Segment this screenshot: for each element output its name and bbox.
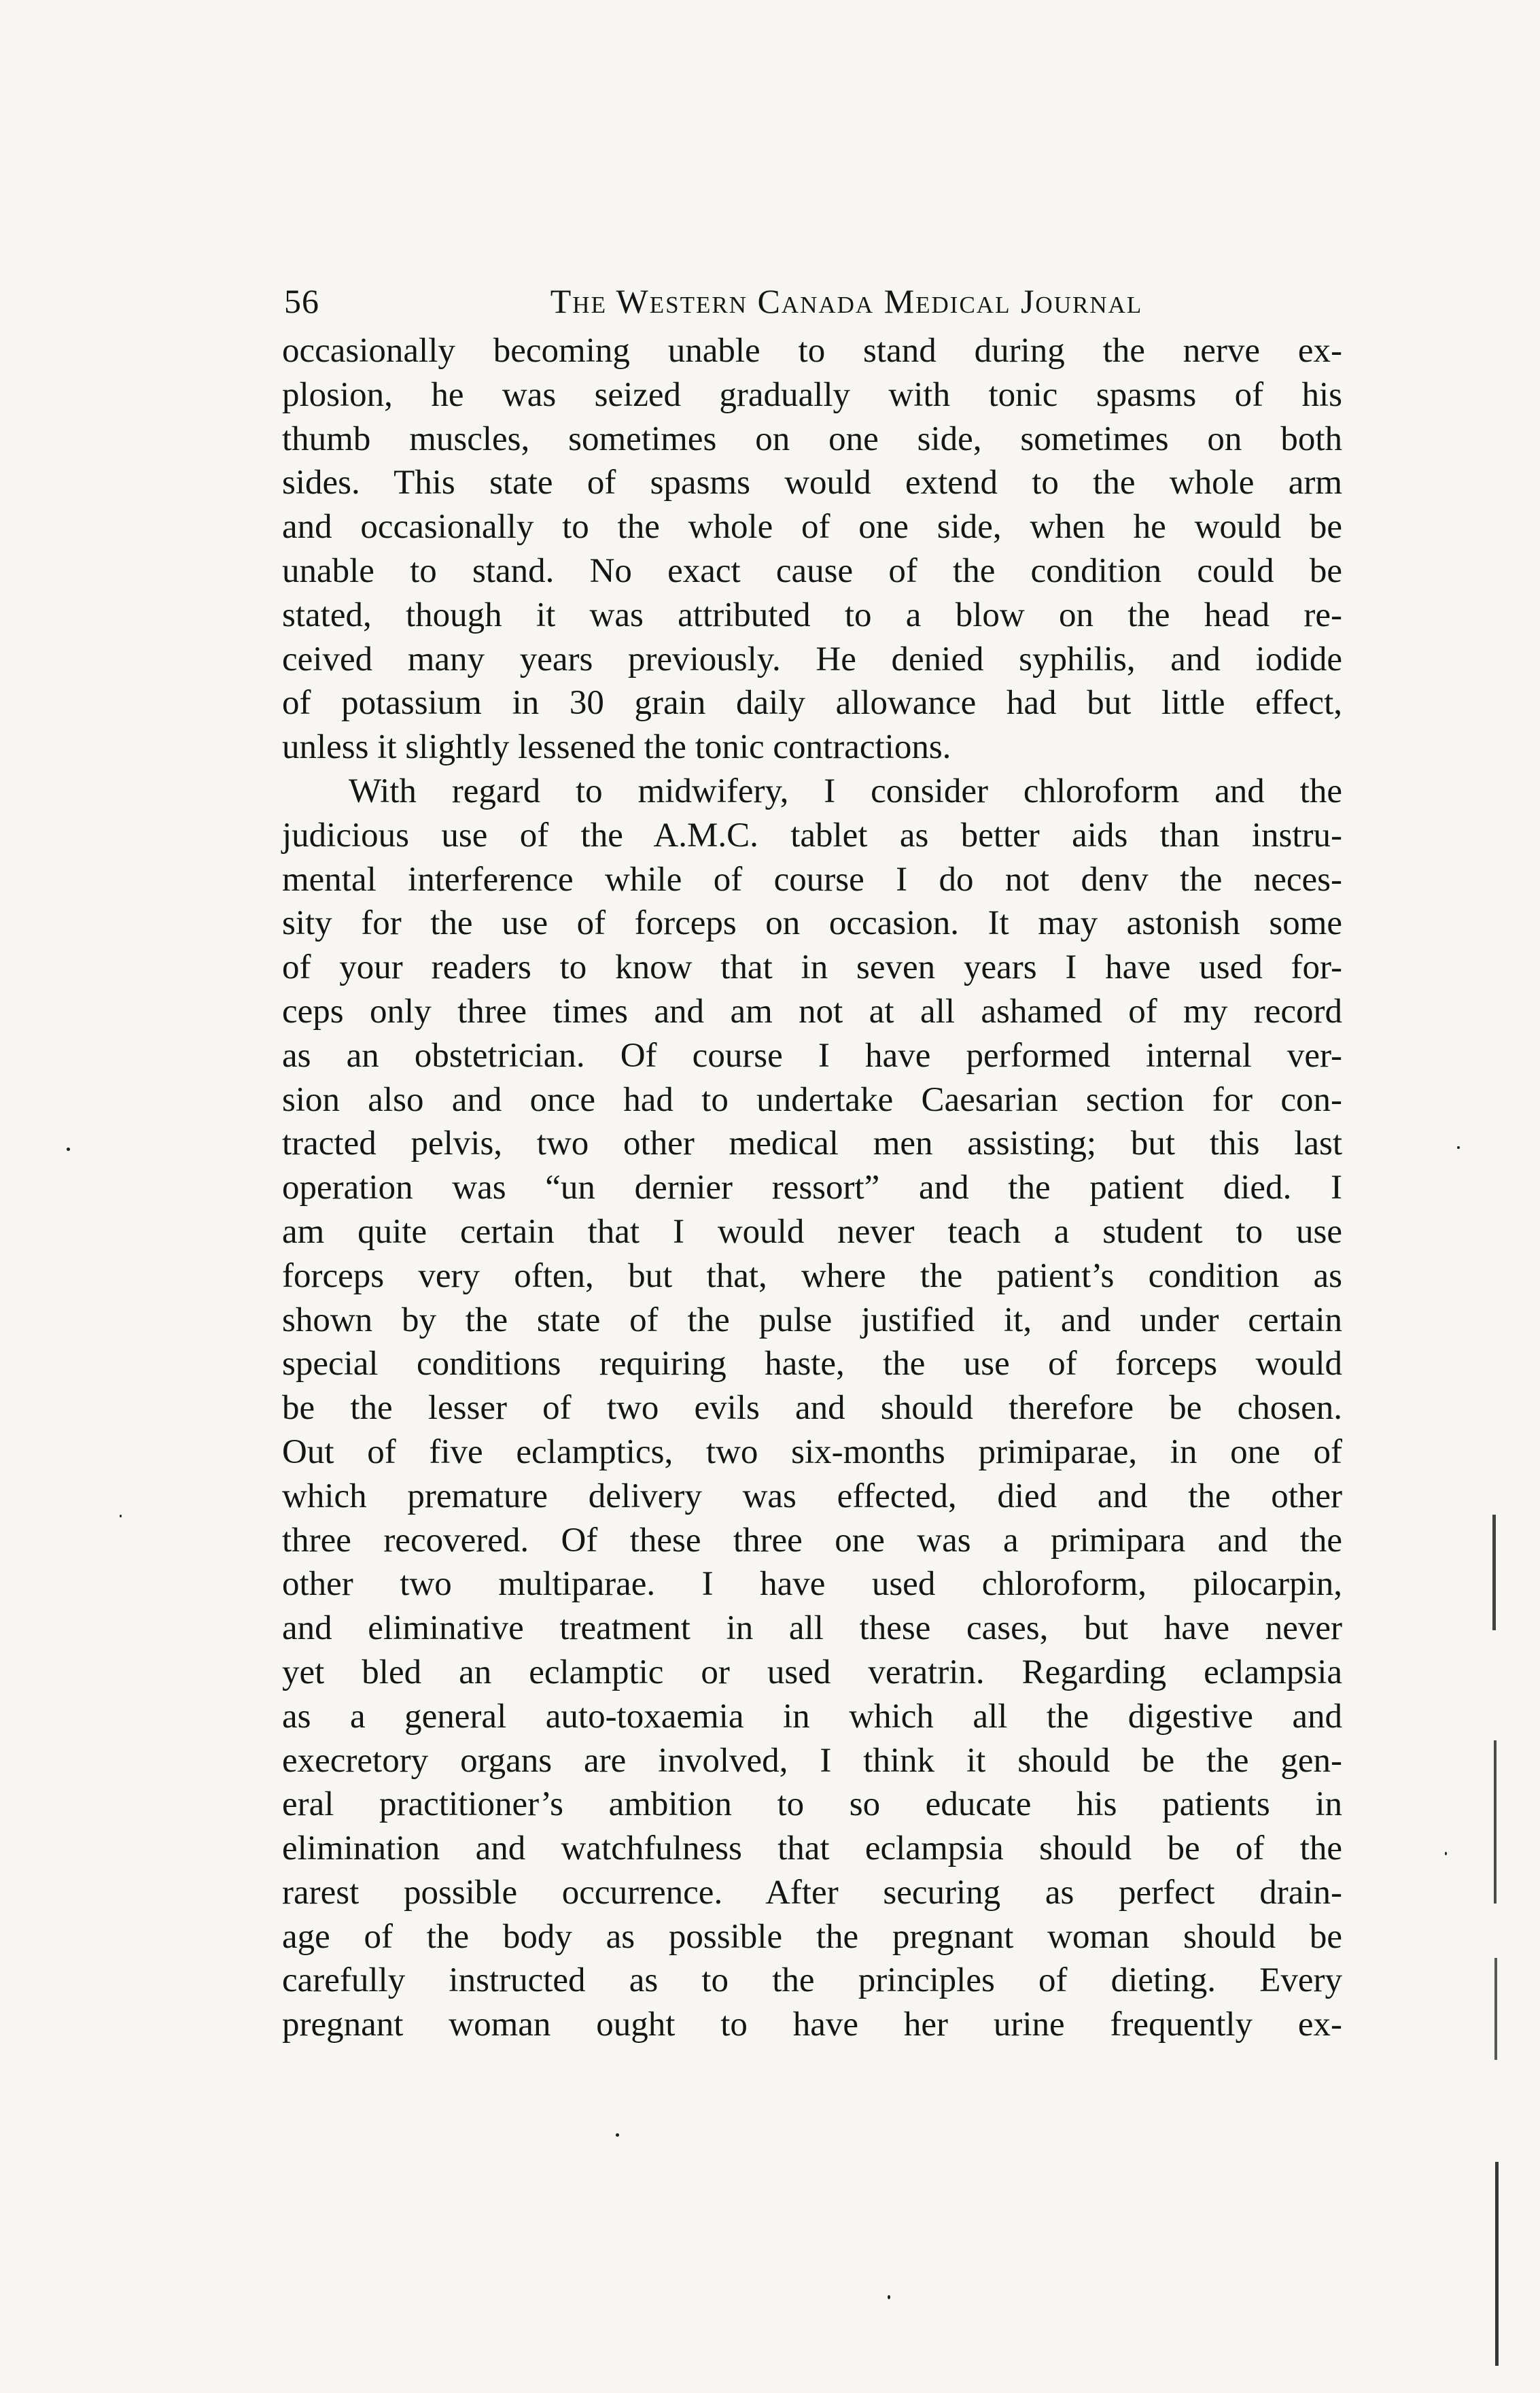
scan-speck	[67, 1148, 70, 1151]
text-line: three recovered. Of these three one was a primipara and the	[282, 1521, 1342, 1560]
text-line: operation was “un dernier ressort” and the patient died. I	[282, 1169, 1342, 1207]
text-line: unable to stand. No exact cause of the condition could be	[282, 551, 1342, 590]
text-line: other two multiparae. I have used chloroform, pilocarpin,	[282, 1565, 1342, 1604]
binding-edge-shadow	[1494, 1958, 1497, 2060]
binding-edge-shadow	[1492, 1515, 1496, 1630]
journal-title: The Western Canada Medical Journal	[550, 282, 1143, 320]
text-line: ceps only three times and am not at all ashamed of my record	[282, 992, 1342, 1031]
scan-speck	[1445, 1852, 1447, 1855]
text-line: forceps very often, but that, where the patient’s condition as	[282, 1256, 1342, 1295]
text-line: sides. This state of spasms would extend to the whole arm	[282, 464, 1342, 502]
text-line: pregnant woman ought to have her urine frequently ex-	[282, 2005, 1342, 2044]
text-line: elimination and watchfulness that eclampsia should be of the	[282, 1829, 1342, 1868]
text-line: sity for the use of forceps on occasion. It may astonish some	[282, 904, 1342, 943]
text-line: With regard to midwifery, I consider chloroform and the	[349, 772, 1342, 810]
text-line: rarest possible occurrence. After securing as perfect drain-	[282, 1873, 1342, 1912]
text-line: carefully instructed as to the principles of dieting. Every	[282, 1961, 1342, 2000]
page-number: 56	[284, 282, 319, 320]
text-line: Out of five eclamptics, two six-months primiparae, in one of	[282, 1432, 1342, 1471]
text-line: sion also and once had to undertake Caesarian section for con-	[282, 1080, 1342, 1119]
scan-speck	[888, 2295, 890, 2299]
binding-edge-shadow	[1495, 2162, 1499, 2366]
text-line: and eliminative treatment in all these cases, but have never	[282, 1609, 1342, 1648]
text-line: which premature delivery was effected, died and the other	[282, 1477, 1342, 1515]
text-line: mental interference while of course I do not denv the neces-	[282, 860, 1342, 899]
scan-speck	[616, 2133, 619, 2137]
scan-speck	[120, 1515, 122, 1517]
running-head	[284, 281, 1344, 329]
text-line: unless it slightly lessened the tonic contractions.	[282, 728, 951, 767]
text-line: thumb muscles, sometimes on one side, sometimes on both	[282, 419, 1342, 458]
text-line: of potassium in 30 grain daily allowance had but little effect,	[282, 684, 1342, 723]
paragraph	[282, 329, 1342, 770]
text-line: judicious use of the A.M.C. tablet as better aids than instru-	[282, 816, 1342, 855]
paragraph	[282, 770, 1342, 2047]
scan-speck	[1457, 1146, 1460, 1149]
text-line: age of the body as possible the pregnant woman should be	[282, 1917, 1342, 1956]
text-line: tracted pelvis, two other medical men assisting; but this last	[282, 1124, 1342, 1163]
text-line: am quite certain that I would never teach a student to use	[282, 1212, 1342, 1251]
text-line: stated, though it was attributed to a blow on the head re-	[282, 596, 1342, 634]
text-line: eral practitioner’s ambition to so educate his patients in	[282, 1785, 1342, 1824]
text-line: as a general auto-toxaemia in which all the digestive and	[282, 1697, 1342, 1736]
binding-edge-shadow	[1494, 1740, 1497, 1904]
text-line: execretory organs are involved, I think it should be the gen-	[282, 1741, 1342, 1780]
text-line: and occasionally to the whole of one side, when he would be	[282, 508, 1342, 547]
text-line: of your readers to know that in seven years I have used for-	[282, 948, 1342, 987]
body-text	[282, 329, 1342, 2047]
text-line: as an obstetrician. Of course I have performed internal ver-	[282, 1036, 1342, 1075]
text-line: yet bled an eclamptic or used veratrin. Regarding eclampsia	[282, 1653, 1342, 1691]
text-line: special conditions requiring haste, the use of forceps would	[282, 1345, 1342, 1383]
text-line: ceived many years previously. He denied syphilis, and iodide	[282, 640, 1342, 678]
text-line: plosion, he was seized gradually with tonic spasms of his	[282, 375, 1342, 414]
text-line: be the lesser of two evils and should therefore be chosen.	[282, 1389, 1342, 1428]
text-line: shown by the state of the pulse justified it, and under certain	[282, 1301, 1342, 1339]
text-line: occasionally becoming unable to stand during the nerve ex-	[282, 332, 1342, 370]
